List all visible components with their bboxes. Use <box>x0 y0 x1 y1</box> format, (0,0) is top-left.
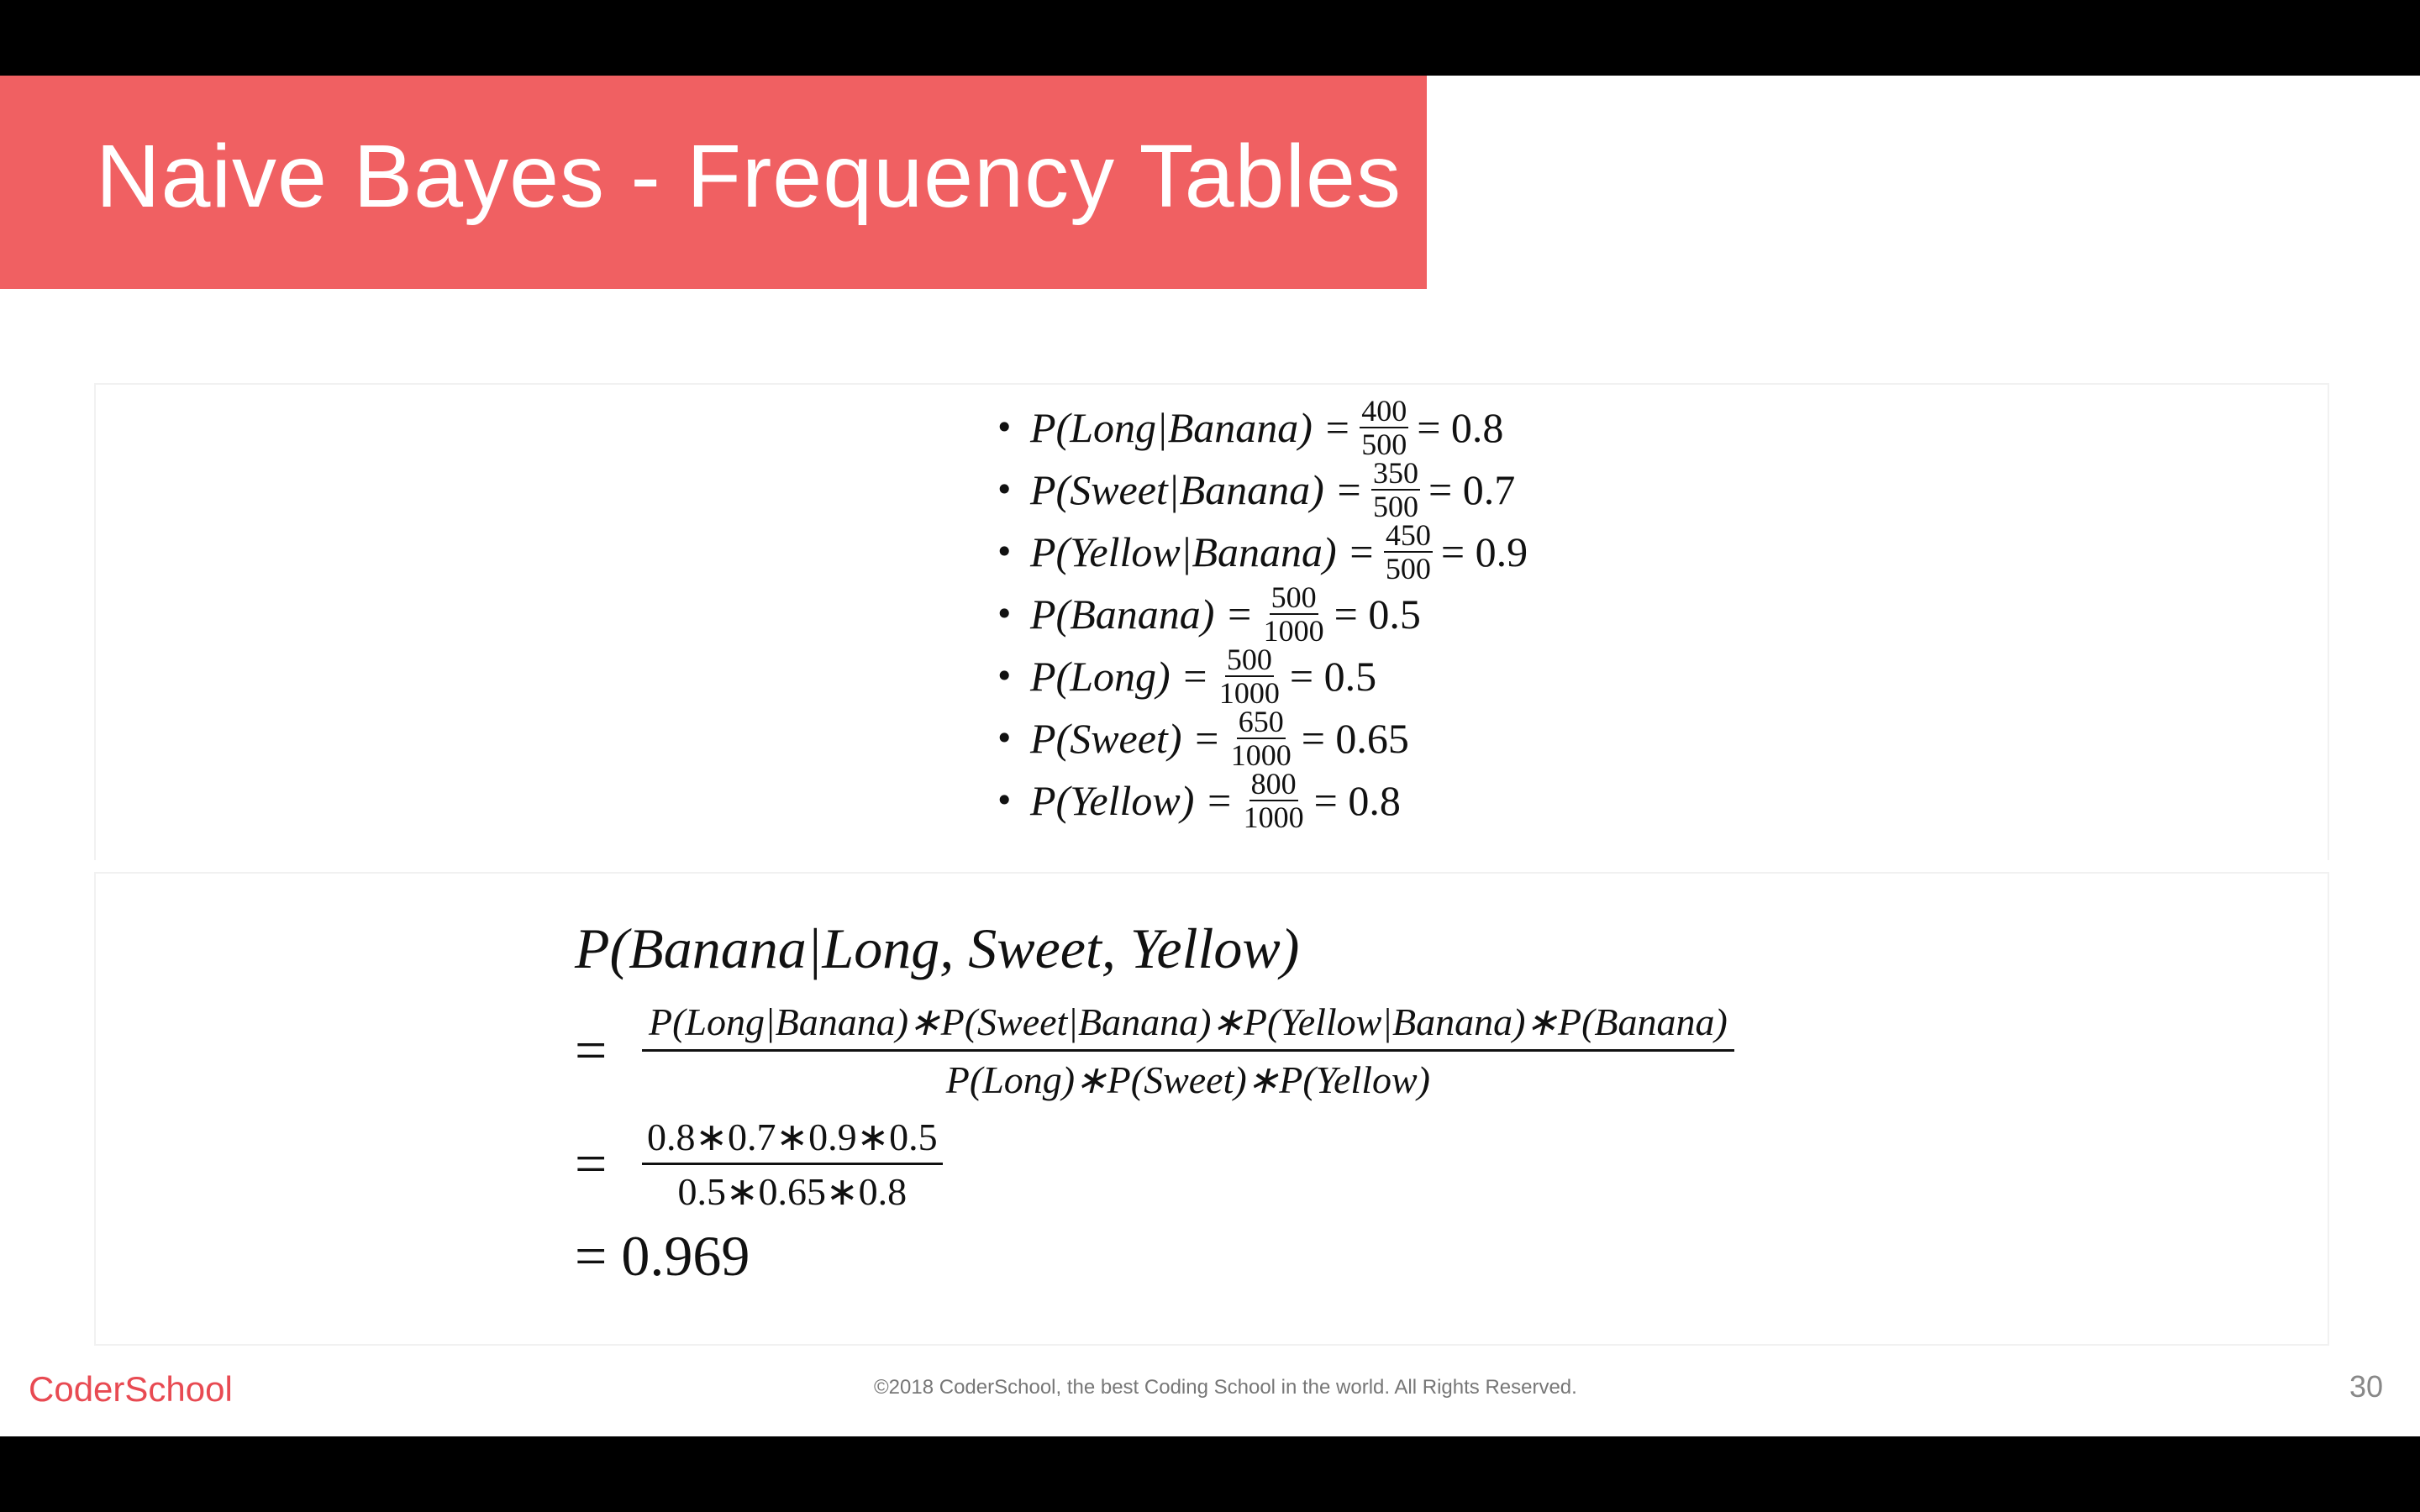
probability-expression: P(Long|Banana) = <box>1030 404 1352 451</box>
fraction-numerator: 650 <box>1238 705 1284 738</box>
bayes-equations <box>575 916 1734 1294</box>
probability-expression: P(Yellow) = <box>1030 777 1234 824</box>
fraction-numerator: 400 <box>1361 394 1407 428</box>
probability-fraction <box>1262 581 1326 647</box>
bullet-icon: • <box>995 596 1014 633</box>
probability-expression: P(Banana) = <box>1030 591 1254 638</box>
fraction-denominator: 1000 <box>1243 801 1304 834</box>
fraction-numerator: 450 <box>1385 518 1431 552</box>
slide-title: Naive Bayes - Frequency Tables <box>96 127 1402 226</box>
probability-result: = 0.5 <box>1289 653 1377 700</box>
copyright-text: ©2018 CoderSchool, the best Coding School in the world. All Rights Reserved. <box>874 1376 1577 1399</box>
bullet-icon: • <box>995 720 1014 757</box>
probability-result: = 0.9 <box>1440 528 1528 575</box>
numeric-line <box>575 1109 1734 1218</box>
probability-expression: P(Yellow|Banana) = <box>1030 528 1376 575</box>
probability-result: = 0.65 <box>1301 715 1409 762</box>
bullet-icon: • <box>995 533 1014 570</box>
numeric-numerator: 0.8∗0.7∗0.9∗0.5 <box>642 1114 943 1165</box>
probability-result: = 0.8 <box>1313 777 1401 824</box>
fraction-denominator: 500 <box>1385 552 1431 585</box>
fraction-denominator: 1000 <box>1230 738 1292 772</box>
probability-result: = 0.5 <box>1334 591 1421 638</box>
fraction-denominator: 1000 <box>1218 676 1280 710</box>
numeric-fraction <box>642 1114 943 1214</box>
fraction-numerator: 350 <box>1373 456 1418 490</box>
coderschool-logo[interactable]: CoderSchool <box>29 1369 233 1409</box>
fraction-denominator: 500 <box>1361 428 1407 461</box>
probability-fraction <box>1229 706 1293 771</box>
probability-item <box>995 456 1528 523</box>
probability-item <box>995 769 1528 832</box>
probability-fraction <box>1360 395 1408 460</box>
probability-list <box>995 396 1528 832</box>
posterior-heading: P(Banana|Long, Sweet, Yellow) <box>575 916 1300 980</box>
formula-numerator: P(Long|Banana)∗P(Sweet|Banana)∗P(Yellow|Banana)∗P(Banana) <box>642 999 1734 1052</box>
probability-panel <box>94 383 2329 860</box>
probability-fraction <box>1218 643 1281 709</box>
bullet-icon: • <box>995 409 1014 446</box>
slide <box>0 76 2420 1436</box>
title-bar <box>0 76 1427 289</box>
probability-expression: P(Long) = <box>1030 653 1209 700</box>
bullet-icon: • <box>995 658 1014 695</box>
probability-fraction <box>1384 519 1433 585</box>
fraction-denominator: 500 <box>1373 490 1418 523</box>
result-line: = 0.969 <box>575 1223 750 1288</box>
probability-item <box>995 643 1528 710</box>
probability-item <box>995 580 1528 648</box>
fraction-numerator: 500 <box>1270 580 1317 614</box>
probability-expression: P(Sweet|Banana) = <box>1030 466 1363 513</box>
probability-item <box>995 518 1528 585</box>
probability-result: = 0.7 <box>1428 466 1516 513</box>
bullet-icon: • <box>995 471 1014 508</box>
bullet-icon: • <box>995 782 1014 819</box>
probability-expression: P(Sweet) = <box>1030 715 1221 762</box>
formula-fraction <box>642 999 1734 1102</box>
fraction-denominator: 1000 <box>1263 614 1324 648</box>
numeric-denominator: 0.5∗0.65∗0.8 <box>677 1169 908 1213</box>
formula-denominator: P(Long)∗P(Sweet)∗P(Yellow) <box>945 1058 1430 1101</box>
probability-fraction <box>1242 768 1306 833</box>
probability-item <box>995 396 1528 459</box>
bayes-panel <box>94 872 2329 1346</box>
fraction-numerator: 800 <box>1250 767 1297 801</box>
probability-fraction <box>1371 457 1420 522</box>
page-number: 30 <box>2349 1369 2383 1404</box>
fraction-numerator: 500 <box>1226 643 1272 676</box>
equals-sign: = <box>575 1131 608 1195</box>
equals-sign: = <box>575 1017 608 1082</box>
probability-result: = 0.8 <box>1417 404 1504 451</box>
probability-item <box>995 705 1528 772</box>
formula-line <box>575 991 1734 1109</box>
